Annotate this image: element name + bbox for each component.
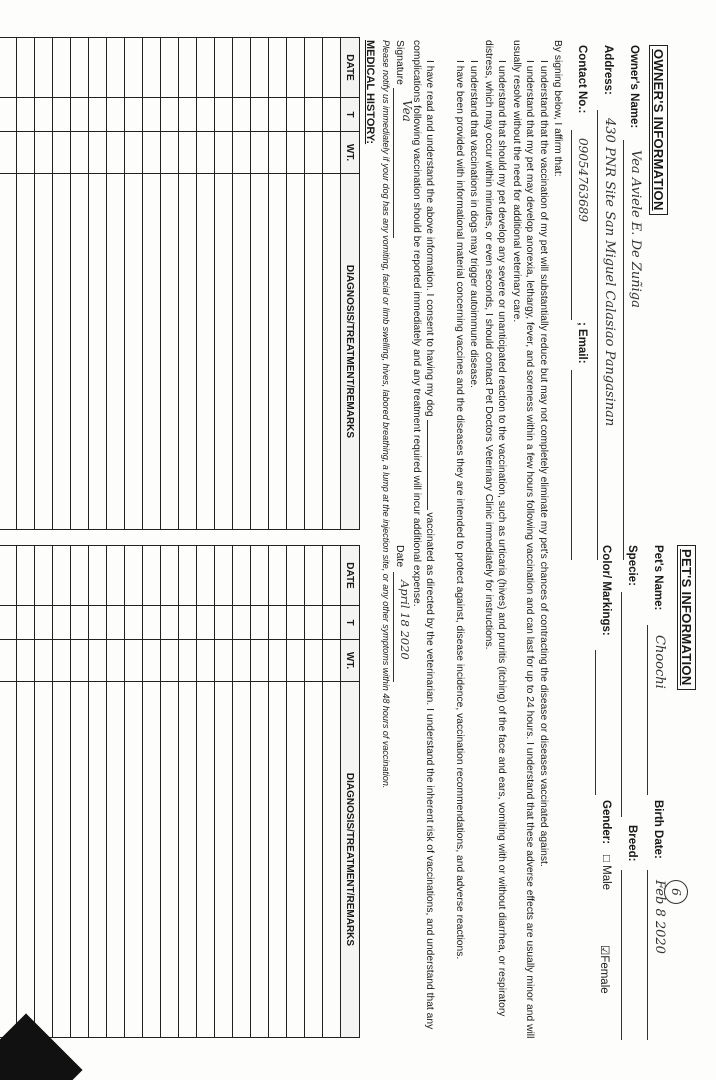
table-cell: [197, 606, 215, 640]
table-cell: [0, 98, 17, 132]
table-cell: [251, 640, 269, 682]
color-markings-label: Color/ Markings:: [600, 545, 612, 636]
table-cell: [179, 174, 197, 530]
col-date-header: DATE: [341, 546, 360, 606]
table-cell: [89, 174, 107, 530]
table-cell: [161, 38, 179, 98]
table-cell: [287, 606, 305, 640]
table-cell: [287, 132, 305, 174]
table-cell: [269, 132, 287, 174]
table-row: [143, 546, 161, 1038]
table-cell: [251, 174, 269, 530]
table-cell: [0, 682, 17, 1038]
table-row: [71, 38, 89, 530]
table-cell: [197, 682, 215, 1038]
table-cell: [89, 38, 107, 98]
table-row: [125, 38, 143, 530]
table-cell: [53, 606, 71, 640]
table-cell: [53, 38, 71, 98]
table-cell: [305, 98, 323, 132]
table-cell: [161, 174, 179, 530]
table-cell: [233, 546, 251, 606]
table-cell: [233, 640, 251, 682]
birth-date-label: Birth Date:: [652, 800, 664, 859]
table-cell: [89, 98, 107, 132]
gender-male-option: □ Male: [600, 855, 612, 891]
col-weight-header: WT.: [341, 132, 360, 174]
table-cell: [233, 606, 251, 640]
breed-label: Breed:: [626, 825, 638, 862]
table-cell: [323, 546, 341, 606]
table-cell: [179, 606, 197, 640]
table-cell: [17, 682, 35, 1038]
table-cell: [89, 132, 107, 174]
table-cell: [197, 98, 215, 132]
table-cell: [161, 546, 179, 606]
table-cell: [0, 38, 17, 98]
notification-notice: Please notify us immediately if your dog has any vomiting, facial or limb swelling, hives, labored breathing, a lump at the injection site, or any other symptoms within 48 hours of vaccination.: [381, 40, 391, 789]
table-cell: [197, 640, 215, 682]
table-cell: [35, 682, 53, 1038]
table-cell: [287, 38, 305, 98]
table-cell: [251, 682, 269, 1038]
table-cell: [305, 174, 323, 530]
table-cell: [35, 132, 53, 174]
table-row: [251, 38, 269, 530]
table-row: [17, 546, 35, 1038]
table-cell: [287, 682, 305, 1038]
table-cell: [89, 606, 107, 640]
table-cell: [323, 98, 341, 132]
consent-p6-end: vaccinated as directed by the veterinarian. I understand the inherent risk of vaccinations, and understand that any complications following vaccination should be reported immediately and any treatment required will incur additional expense.: [411, 40, 435, 1030]
table-cell: [179, 98, 197, 132]
owner-name-line: [623, 140, 624, 560]
table-cell: [269, 38, 287, 98]
table-cell: [17, 132, 35, 174]
table-row: [251, 546, 269, 1038]
table-cell: [71, 682, 89, 1038]
table-cell: [107, 640, 125, 682]
table-cell: [71, 98, 89, 132]
table-cell: [125, 38, 143, 98]
table-cell: [305, 640, 323, 682]
table-cell: [125, 132, 143, 174]
medical-history-table-right: [0, 545, 360, 1038]
table-cell: [251, 38, 269, 98]
table-row: [305, 546, 323, 1038]
table-cell: [17, 640, 35, 682]
table-cell: [143, 38, 161, 98]
table-cell: [35, 98, 53, 132]
table-cell: [0, 546, 17, 606]
consent-date-label: Date: [394, 545, 406, 568]
table-cell: [143, 640, 161, 682]
table-row: [125, 546, 143, 1038]
table-cell: [71, 132, 89, 174]
table-cell: [215, 132, 233, 174]
table-cell: [197, 174, 215, 530]
contact-value: 09054763689: [576, 138, 590, 222]
table-cell: [107, 38, 125, 98]
table-cell: [71, 640, 89, 682]
table-cell: [323, 640, 341, 682]
address-value: 430 PNR Site San Miguel Calasiao Pangasinan: [602, 118, 617, 427]
contact-label: Contact No.:: [576, 45, 588, 114]
table-row: [107, 38, 125, 530]
col-remarks-header: DIAGNOSIS/TREATMENT/REMARKS: [341, 682, 360, 1038]
table-cell: [215, 682, 233, 1038]
table-cell: [305, 546, 323, 606]
table-row: [305, 38, 323, 530]
table-row: [89, 38, 107, 530]
table-cell: [53, 132, 71, 174]
table-row: [107, 546, 125, 1038]
table-cell: [323, 174, 341, 530]
table-row: [89, 546, 107, 1038]
consent-date-line: [393, 572, 394, 682]
col-weight-header: WT.: [341, 640, 360, 682]
table-row: [269, 38, 287, 530]
specie-label: Specie:: [626, 545, 638, 586]
dog-name-blank: [427, 420, 428, 510]
signature-line: [393, 88, 394, 238]
table-cell: [161, 132, 179, 174]
table-cell: [215, 98, 233, 132]
pet-name-value: Choochi: [652, 635, 667, 689]
table-cell: [107, 132, 125, 174]
table-cell: [107, 546, 125, 606]
email-line: [571, 370, 572, 560]
table-row: [71, 546, 89, 1038]
table-cell: [125, 174, 143, 530]
table-row: [161, 546, 179, 1038]
table-row: [17, 38, 35, 530]
consent-paragraph-3: I understand that should my pet develop any severe or unanticipated reaction to the vaccination, such as urticaria (hives) and pruritis (itching) of the face and ears, vomiting with or without diarrhea, or respiratory distress, which may occur within minutes, or even seconds, I should contact Pet Doctors Veterinary Clinic immediately for instructions.: [483, 40, 507, 1017]
table-row: [323, 38, 341, 530]
signature-value: Vea: [400, 100, 414, 122]
table-cell: [269, 640, 287, 682]
gender-label: Gender:: [600, 800, 612, 845]
table-row: [215, 38, 233, 530]
table-cell: [17, 546, 35, 606]
table-cell: [143, 132, 161, 174]
table-cell: [53, 546, 71, 606]
table-cell: [17, 38, 35, 98]
table-row: [215, 546, 233, 1038]
table-row: [35, 546, 53, 1038]
table-cell: [107, 174, 125, 530]
medical-history-title: MEDICAL HISTORY:: [364, 40, 376, 145]
contact-line: [571, 130, 572, 320]
col-temp-header: T: [341, 606, 360, 640]
table-cell: [233, 682, 251, 1038]
table-cell: [143, 546, 161, 606]
pet-name-label: Pet's Name:: [652, 545, 664, 611]
table-cell: [215, 38, 233, 98]
table-cell: [269, 98, 287, 132]
consent-paragraph-6: [410, 40, 436, 1040]
table-cell: [71, 38, 89, 98]
table-cell: [287, 174, 305, 530]
table-cell: [0, 640, 17, 682]
col-temp-header: T: [341, 98, 360, 132]
table-cell: [233, 174, 251, 530]
page-number-mark: 6: [664, 880, 688, 904]
owner-name-label: Owner's Name:: [628, 45, 640, 129]
birth-date-line: [647, 870, 648, 1040]
table-cell: [71, 174, 89, 530]
table-row: [143, 38, 161, 530]
table-cell: [269, 606, 287, 640]
table-cell: [89, 640, 107, 682]
table-cell: [71, 546, 89, 606]
table-cell: [323, 606, 341, 640]
color-markings-line: [595, 650, 596, 795]
table-cell: [287, 640, 305, 682]
table-row: [179, 546, 197, 1038]
medical-history-table-left: [0, 37, 360, 530]
table-cell: [269, 546, 287, 606]
table-row: [53, 38, 71, 530]
table-cell: [17, 606, 35, 640]
table-row: [287, 38, 305, 530]
consent-intro: By signing below, I affirm that:: [552, 40, 563, 177]
table-cell: [125, 98, 143, 132]
table-cell: [233, 98, 251, 132]
pet-section-title: PET'S INFORMATION: [677, 545, 696, 690]
table-cell: [179, 38, 197, 98]
table-cell: [287, 546, 305, 606]
table-cell: [107, 98, 125, 132]
table-cell: [0, 132, 17, 174]
table-row: [233, 546, 251, 1038]
table-cell: [107, 682, 125, 1038]
table-cell: [89, 546, 107, 606]
consent-paragraph-1: I understand that the vaccination of my pet will substantially reduce but may not completely eliminate my pet's chances of contracting the disease or diseases vaccinated against.: [538, 60, 549, 867]
table-row: [161, 38, 179, 530]
table-cell: [89, 682, 107, 1038]
table-row: [197, 546, 215, 1038]
table-cell: [179, 546, 197, 606]
table-cell: [125, 546, 143, 606]
table-row: [323, 546, 341, 1038]
owner-section-title: OWNER'S INFORMATION: [649, 45, 668, 215]
table-cell: [323, 682, 341, 1038]
table-cell: [305, 132, 323, 174]
table-cell: [179, 132, 197, 174]
table-cell: [17, 98, 35, 132]
table-cell: [125, 606, 143, 640]
table-cell: [143, 174, 161, 530]
table-row: [0, 38, 17, 530]
table-row: [233, 38, 251, 530]
table-cell: [71, 606, 89, 640]
table-cell: [107, 606, 125, 640]
table-cell: [197, 546, 215, 606]
table-cell: [233, 38, 251, 98]
table-cell: [161, 606, 179, 640]
table-cell: [251, 132, 269, 174]
breed-line: [621, 870, 622, 1040]
address-line: [597, 110, 598, 560]
table-cell: [323, 132, 341, 174]
table-cell: [35, 174, 53, 530]
table-cell: [35, 640, 53, 682]
table-cell: [215, 606, 233, 640]
table-cell: [125, 640, 143, 682]
table-row: [179, 38, 197, 530]
table-cell: [305, 38, 323, 98]
table-cell: [233, 132, 251, 174]
table-cell: [161, 98, 179, 132]
table-cell: [17, 174, 35, 530]
table-row: [269, 546, 287, 1038]
table-row: [35, 38, 53, 530]
table-cell: [287, 98, 305, 132]
consent-paragraph-5: I have been provided with informational material concerning vaccines and the diseases they are intended to protect against, disease incidence, vaccination recommendations, and adverse reactions.: [454, 60, 465, 960]
table-cell: [143, 606, 161, 640]
col-remarks-header: DIAGNOSIS/TREATMENT/REMARKS: [341, 174, 360, 530]
table-cell: [251, 546, 269, 606]
table-row: [53, 546, 71, 1038]
table-cell: [251, 98, 269, 132]
signature-label: Signature: [394, 40, 406, 85]
table-cell: [143, 682, 161, 1038]
table-cell: [197, 38, 215, 98]
owner-name-value: Vea Aviele E. De Zuñiga: [628, 150, 643, 308]
address-label: Address:: [602, 45, 614, 95]
table-cell: [269, 174, 287, 530]
table-cell: [35, 38, 53, 98]
table-cell: [161, 682, 179, 1038]
pet-name-line: [647, 625, 648, 795]
table-cell: [251, 606, 269, 640]
table-cell: [269, 682, 287, 1038]
table-row: [0, 546, 17, 1038]
table-cell: [35, 606, 53, 640]
table-cell: [35, 546, 53, 606]
table-cell: [53, 640, 71, 682]
consent-paragraph-2: I understand that my pet may develop anorexia, lethargy, fever, and soreness within a few hours following vaccination and can last for up to 24 hours. I understand that these adverse effects are usually minor and will usually resolve without the need for additional veterinary care.: [511, 40, 535, 1039]
col-date-header: DATE: [341, 38, 360, 98]
table-cell: [215, 546, 233, 606]
consent-date-value: April 18 2020: [398, 580, 412, 660]
table-cell: [53, 98, 71, 132]
table-cell: [215, 174, 233, 530]
table-cell: [161, 640, 179, 682]
table-cell: [215, 640, 233, 682]
table-cell: [0, 174, 17, 530]
table-cell: [143, 98, 161, 132]
consent-paragraph-4: I understand that vaccinations in dogs may trigger autoimmune disease.: [468, 60, 479, 388]
table-cell: [53, 174, 71, 530]
birth-date-value: Feb 8 2020: [652, 880, 667, 954]
table-cell: [323, 38, 341, 98]
table-row: [197, 38, 215, 530]
gender-female-option: ☑Female: [598, 945, 610, 994]
consent-p6-start: I have read and understand the above information. I consent to having my dog: [424, 60, 435, 417]
table-cell: [0, 606, 17, 640]
table-cell: [179, 640, 197, 682]
specie-line: [621, 592, 622, 817]
table-cell: [125, 682, 143, 1038]
email-label: ; Email:: [576, 322, 588, 364]
table-cell: [53, 682, 71, 1038]
table-cell: [197, 132, 215, 174]
table-cell: [305, 682, 323, 1038]
table-row: [287, 546, 305, 1038]
table-cell: [179, 682, 197, 1038]
table-cell: [305, 606, 323, 640]
